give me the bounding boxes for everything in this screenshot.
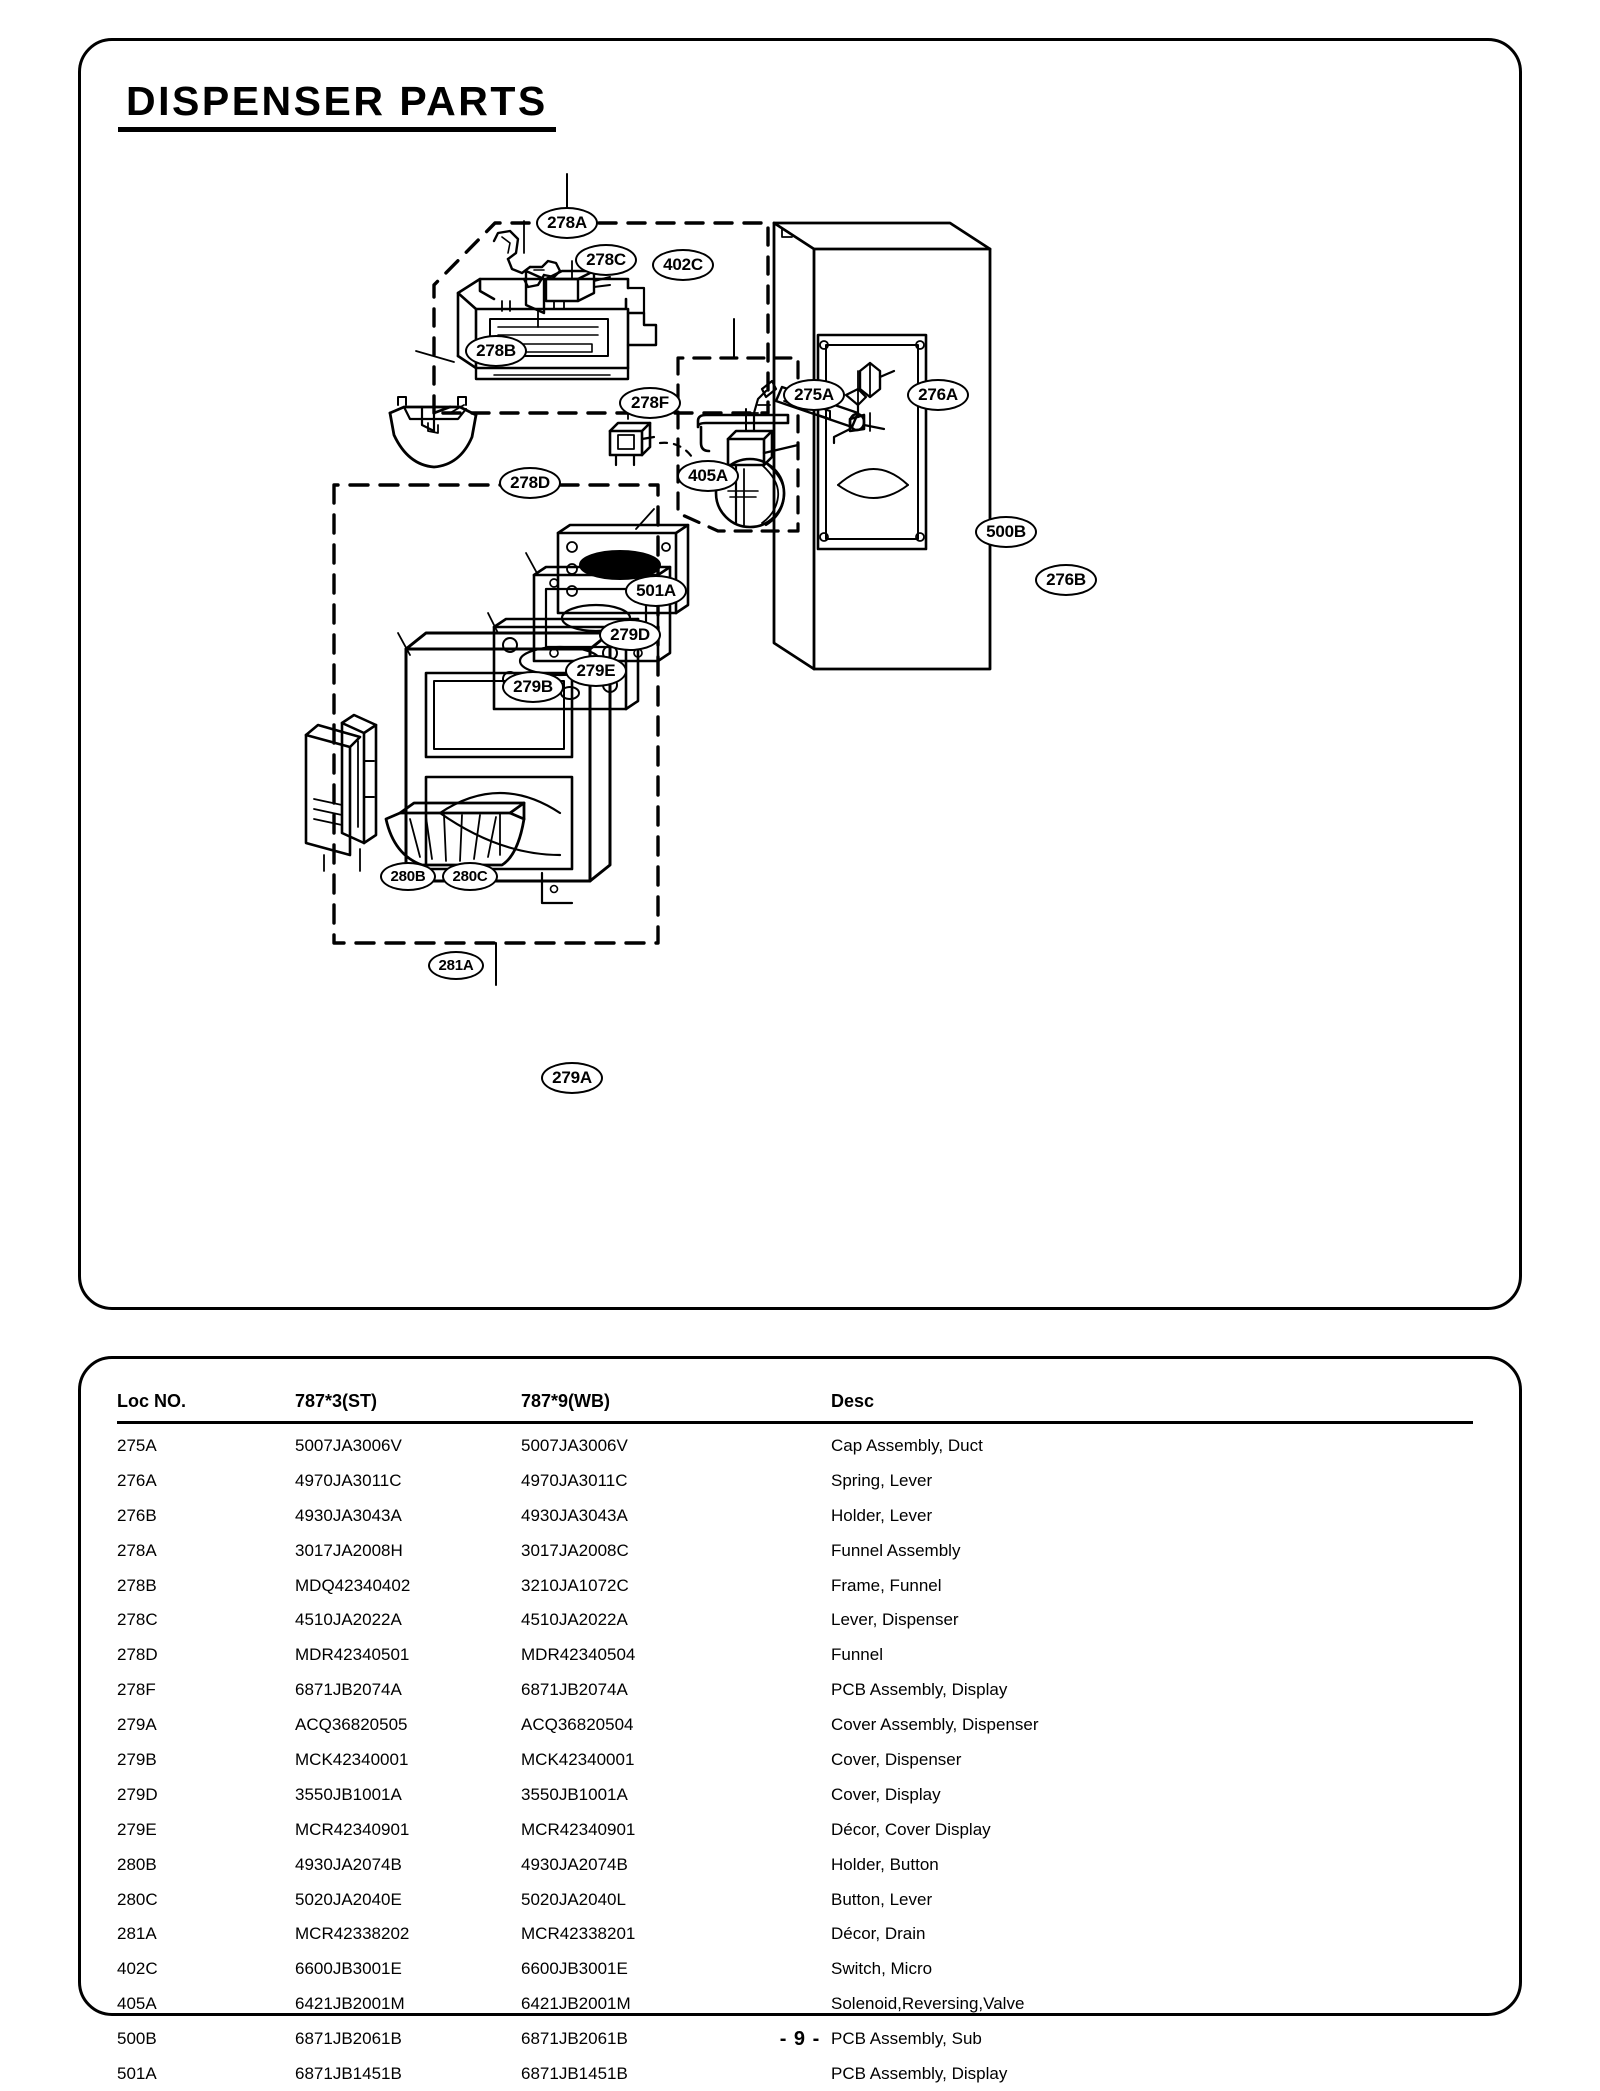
cell-part-number-st: 6871JB2061B — [295, 2022, 521, 2057]
cell-description: Spring, Lever — [831, 1463, 1473, 1498]
cell-description: Décor, Cover Display — [831, 1812, 1473, 1847]
exploded-diagram-artwork — [78, 38, 1522, 1310]
callout-280C[interactable]: 280C — [442, 862, 498, 891]
cell-part-number-wb: MCR42340901 — [521, 1812, 831, 1847]
table-row — [117, 1812, 1473, 1847]
cell-loc-no: 279E — [117, 1812, 295, 1847]
table-row — [117, 1638, 1473, 1673]
cell-description: Funnel — [831, 1638, 1473, 1673]
callout-278F[interactable]: 278F — [619, 387, 681, 419]
parts-table-header — [117, 1391, 1473, 1423]
cell-description: Lever, Dispenser — [831, 1603, 1473, 1638]
cell-description: Button, Lever — [831, 1882, 1473, 1917]
cell-loc-no: 501A — [117, 2057, 295, 2091]
cell-part-number-wb: 3210JA1072C — [521, 1568, 831, 1603]
table-row — [117, 1603, 1473, 1638]
cell-part-number-wb: 3550JB1001A — [521, 1777, 831, 1812]
callout-278A[interactable]: 278A — [536, 207, 598, 239]
column-header-loc-no: Loc NO. — [117, 1391, 295, 1423]
cell-part-number-wb: 6871JB1451B — [521, 2057, 831, 2091]
cell-loc-no: 280C — [117, 1882, 295, 1917]
callout-405A[interactable]: 405A — [677, 460, 739, 492]
table-row — [117, 1423, 1473, 1464]
cell-description: PCB Assembly, Display — [831, 2057, 1473, 2091]
diagram-panel — [78, 38, 1600, 1318]
cell-part-number-st: 4930JA3043A — [295, 1498, 521, 1533]
cell-loc-no: 402C — [117, 1952, 295, 1987]
table-row — [117, 1533, 1473, 1568]
cell-part-number-st: MDR42340501 — [295, 1638, 521, 1673]
cell-description: Frame, Funnel — [831, 1568, 1473, 1603]
cell-description: Cover Assembly, Dispenser — [831, 1708, 1473, 1743]
cell-part-number-st: 6600JB3001E — [295, 1952, 521, 1987]
cell-description: PCB Assembly, Display — [831, 1673, 1473, 1708]
column-header-st: 787*3(ST) — [295, 1391, 521, 1423]
cell-loc-no: 281A — [117, 1917, 295, 1952]
table-row — [117, 1568, 1473, 1603]
cell-description: Cover, Dispenser — [831, 1743, 1473, 1778]
cell-part-number-wb: 5007JA3006V — [521, 1423, 831, 1464]
table-row — [117, 1743, 1473, 1778]
page-number: - 9 - — [0, 2028, 1600, 2051]
callout-278D[interactable]: 278D — [499, 467, 561, 499]
cell-loc-no: 275A — [117, 1423, 295, 1464]
callout-280B[interactable]: 280B — [380, 862, 436, 891]
cell-part-number-st: MCR42340901 — [295, 1812, 521, 1847]
callout-279D[interactable]: 279D — [599, 619, 661, 651]
cell-part-number-st: 3017JA2008H — [295, 1533, 521, 1568]
table-row — [117, 1952, 1473, 1987]
callout-276A[interactable]: 276A — [907, 379, 969, 411]
callout-278B[interactable]: 278B — [465, 335, 527, 367]
cell-part-number-st: 5020JA2040E — [295, 1882, 521, 1917]
cell-description: Switch, Micro — [831, 1952, 1473, 1987]
cell-loc-no: 405A — [117, 1987, 295, 2022]
cell-part-number-st: 4930JA2074B — [295, 1847, 521, 1882]
cell-part-number-st: MDQ42340402 — [295, 1568, 521, 1603]
cell-description: Cap Assembly, Duct — [831, 1423, 1473, 1464]
table-row — [117, 1498, 1473, 1533]
cell-description: Funnel Assembly — [831, 1533, 1473, 1568]
callout-279E[interactable]: 279E — [565, 655, 627, 687]
cell-description: Décor, Drain — [831, 1917, 1473, 1952]
parts-table-body — [117, 1423, 1473, 2091]
cell-part-number-wb: 4930JA2074B — [521, 1847, 831, 1882]
table-row — [117, 1847, 1473, 1882]
cell-description: Holder, Lever — [831, 1498, 1473, 1533]
callout-279A[interactable]: 279A — [541, 1062, 603, 1094]
column-header-wb: 787*9(WB) — [521, 1391, 831, 1423]
callout-501A[interactable]: 501A — [625, 575, 687, 607]
column-header-desc: Desc — [831, 1391, 1473, 1423]
cell-loc-no: 278B — [117, 1568, 295, 1603]
cell-loc-no: 279D — [117, 1777, 295, 1812]
cell-part-number-st: 3550JB1001A — [295, 1777, 521, 1812]
table-row — [117, 1463, 1473, 1498]
table-row — [117, 1708, 1473, 1743]
cell-part-number-wb: 4970JA3011C — [521, 1463, 831, 1498]
cell-part-number-wb: 4930JA3043A — [521, 1498, 831, 1533]
parts-table — [117, 1391, 1473, 2091]
callout-276B[interactable]: 276B — [1035, 564, 1097, 596]
cell-part-number-st: MCK42340001 — [295, 1743, 521, 1778]
cell-description: Holder, Button — [831, 1847, 1473, 1882]
cell-part-number-wb: 6871JB2074A — [521, 1673, 831, 1708]
cell-part-number-st: 6871JB1451B — [295, 2057, 521, 2091]
cell-loc-no: 276A — [117, 1463, 295, 1498]
table-row — [117, 1917, 1473, 1952]
parts-table-panel — [78, 1356, 1522, 2016]
cell-part-number-st: 4510JA2022A — [295, 1603, 521, 1638]
cell-part-number-st: 4970JA3011C — [295, 1463, 521, 1498]
cell-loc-no: 276B — [117, 1498, 295, 1533]
callout-278C[interactable]: 278C — [575, 244, 637, 276]
table-row — [117, 2057, 1473, 2091]
table-header-row — [117, 1391, 1473, 1423]
cell-description: Cover, Display — [831, 1777, 1473, 1812]
cell-loc-no: 278D — [117, 1638, 295, 1673]
cell-part-number-st: 6421JB2001M — [295, 1987, 521, 2022]
callout-402C[interactable]: 402C — [652, 249, 714, 281]
cell-description: PCB Assembly, Sub — [831, 2022, 1473, 2057]
cell-part-number-st: MCR42338202 — [295, 1917, 521, 1952]
cell-part-number-st: 5007JA3006V — [295, 1423, 521, 1464]
cell-part-number-wb: 6871JB2061B — [521, 2022, 831, 2057]
callout-275A[interactable]: 275A — [783, 379, 845, 411]
cell-part-number-wb: 6600JB3001E — [521, 1952, 831, 1987]
cell-loc-no: 278F — [117, 1673, 295, 1708]
cell-part-number-st: ACQ36820505 — [295, 1708, 521, 1743]
cell-description: Solenoid,Reversing,Valve — [831, 1987, 1473, 2022]
cell-loc-no: 280B — [117, 1847, 295, 1882]
cell-loc-no: 279A — [117, 1708, 295, 1743]
callout-500B[interactable]: 500B — [975, 516, 1037, 548]
callout-281A[interactable]: 281A — [428, 951, 484, 980]
cell-part-number-wb: ACQ36820504 — [521, 1708, 831, 1743]
cell-part-number-wb: MCK42340001 — [521, 1743, 831, 1778]
cell-part-number-wb: MCR42338201 — [521, 1917, 831, 1952]
cell-loc-no: 500B — [117, 2022, 295, 2057]
cell-part-number-wb: 6421JB2001M — [521, 1987, 831, 2022]
cell-loc-no: 279B — [117, 1743, 295, 1778]
callout-279B[interactable]: 279B — [502, 671, 564, 703]
cell-part-number-wb: 4510JA2022A — [521, 1603, 831, 1638]
page-title: DISPENSER PARTS — [118, 80, 556, 132]
table-row — [117, 1987, 1473, 2022]
cell-part-number-wb: 5020JA2040L — [521, 1882, 831, 1917]
table-row — [117, 1882, 1473, 1917]
cell-part-number-st: 6871JB2074A — [295, 1673, 521, 1708]
cell-loc-no: 278C — [117, 1603, 295, 1638]
table-row — [117, 1673, 1473, 1708]
cell-part-number-wb: 3017JA2008C — [521, 1533, 831, 1568]
cell-loc-no: 278A — [117, 1533, 295, 1568]
cell-part-number-wb: MDR42340504 — [521, 1638, 831, 1673]
table-row — [117, 1777, 1473, 1812]
